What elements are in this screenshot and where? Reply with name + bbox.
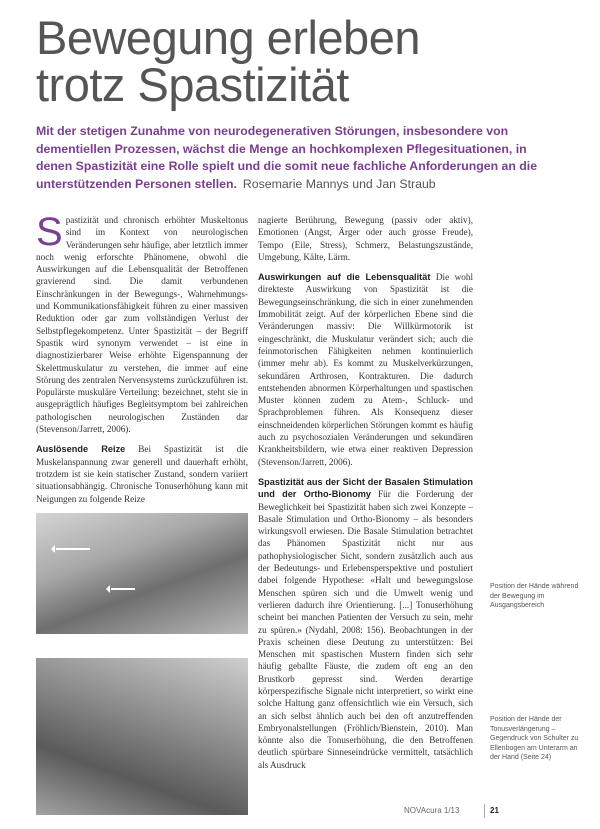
title-line-2: trotz Spastizität [36, 58, 349, 111]
photo-patient [36, 658, 248, 815]
section-heading-basal: Spastizität aus der Sicht der Basalen Stimulation und der Ortho-Bionomy [258, 476, 473, 500]
basal-text: Für die Forderung der Beweglichkeit bei Spastizität haben sich zwei Konzepte – Basale Stimulation und Ortho-Bionomy – als besonders wirkungsvoll erwiesen. Die Basale Stimulation betrachtet das Phänomen Spastizität nicht nur aus pathophysiologischer Sicht, sondern zusätzlich auch aus der Bedeutungs- und Erlebensperspektive und postuliert dabei folgende Hypothese: «Halt und bewegungslose Menschen spüren sich und die Umwelt wenig und verlieren dadurch ihre Orientierung. [...] Tonuserhöhung scheint bei manchen Patienten der Versuch zu sein, mehr zu spüren.» (Nydahl, 2008: 156). Beobachtungen in der Praxis scheinen diese Deutung zu unterstützen: Bei Menschen mit spastischen Mustern finden sich sehr häufig geballte Fäuste, die zudem oft eng an den Brustkorb gepresst sind. Werden derartige körperspezifische Signale nicht interpretiert, so wirkt eine solche Haltung ganz offensichtlich wie ein Versuch, sich an sich selbst ähnlich auch bei den oft anzutreffenden Embryonalstellungen (Fröhlich/Bienstein, 2010). Man könnte also die Tonuserhöhung, die den Betroffenen deutlich spürbare Sinneseindrücke vermittelt, tatsächlich als Ausdruck [258, 489, 474, 770]
footer-divider [484, 804, 485, 818]
triggers-text: Bei Spastizität ist die Muskelanspannung zwar generell und dauerhaft erhöht, trotzdem ist sie kein statischer Zustand, sondern variiert situationsabhängig. Chronische Tonuserhöhung kann mit Neigungen zu folgende Reize [36, 444, 248, 504]
caption-photo-1: Position der Hände während der Bewegung im Ausgangsbereich [490, 583, 579, 610]
paragraph-triggers [36, 443, 248, 504]
column-1 [36, 210, 248, 505]
photo-hands-1 [36, 513, 248, 634]
section-heading-triggers: Auslösende Reize [36, 444, 126, 455]
paragraph-basal-stimulation [258, 476, 473, 771]
article-lead [36, 123, 566, 193]
arrow-icon [111, 588, 135, 590]
quality-text: Die wohl direkteste Auswirkung von Spastizität ist die Bewegungseinschränkung, die sich in einer zunehmenden Immobilität zeigt. Auf der körperlichen Ebene sind die Veränderungen massiv: Die Willkürmotorik ist eingeschränkt, die Muskulatur verändert sich; auch die feinmotorischen Fähigkeiten nehmen kontinuierlich (immer mehr ab). Es kommt zu Muskelverkürzungen, sekundären Arthrosen, Kontrakturen. Die dadurch entstehenden abnormen Körperhaltungen und spastischen Muster können zudem zu Atem-, Schluck- und Sprachproblemen führen. Als Konsequenz dieser einschneidenden körperlichen Störungen kommt es häufig auch zu psychosozialen Veränderungen und sekundären Krankheitsbildern, wie etwa einer reaktiven Depression (Stevenson/Jarrett, 2006). [258, 272, 473, 467]
triggers-list: nagierte Berührung, Bewegung (passiv oder aktiv), Emotionen (Angst, Ärger oder auch grosse Freude), Tempo (Eile, Stress), Schmerz, Belastungszustände, Umgebung, Kälte, Lärm. [258, 215, 473, 262]
title-line-1: Bewegung erleben [36, 11, 420, 64]
column-2 [258, 214, 473, 771]
intro-paragraph [36, 210, 248, 435]
paragraph-quality-of-life [258, 271, 473, 468]
intro-text: pastizität und chronisch erhöhter Muskeltonus sind im Kontext von neurologischen Veränderungen sehr häufige, aber letztlich immer noch wenig erforschte Phänomene, obwohl die Auswirkungen auf die Lebensqualität der Betroffenen gravierend sind. Die damit verbundenen Einschränkungen in der Bewegungs-, Wahrnehmungs- und Kommunikationsfähigkeit führen zu einer massiven Reduktion oder gar zum vollständigen Verlust der Selbstpflegekompetenz. Unter Spastizität – der Begriff Spastik wird synonym verwendet – ist eine in diagnostizierbarer Weise erhöhte Eigenspannung der Skelettmuskulatur zu verstehen, die immer auf eine Störung des zentralen Nervensystems zurückzuführen ist. Populärste muskuläre Verteilung: bezeichnet, steht sie in ausgeprägtlich häufiges Begleitsymptom bei zahlreichen pathologischen neurologischen Zuständen dar (Stevenson/Jarrett, 2006). [36, 215, 248, 435]
caption-photo-2: Position der Hände der Tonusverlängerung – Gegendruck von Schulter zu Ellenbogen am Unterarm an der Hand (Seite 24) [490, 716, 579, 762]
dropcap: S [36, 210, 63, 254]
section-heading-quality: Auswirkungen auf die Lebensqualität [258, 272, 431, 283]
article-title [36, 11, 486, 111]
lead-text: Mit der stetigen Zunahme von neurodegenerativen Störungen, insbesondere von dementiellen Prozessen, wächst die Menge an hochkomplexen Pflegesituationen, in denen Spastizität eine Rolle spielt und die somit neue fachliche Anforderungen an die unterstützenden Personen stellen. [36, 124, 538, 191]
footer-journal: NOVAcura 1/13 [404, 806, 460, 815]
arrow-icon [56, 548, 90, 550]
authors: Rosemarie Mannys und Jan Straub [242, 176, 436, 191]
page-number: 21 [490, 806, 499, 815]
